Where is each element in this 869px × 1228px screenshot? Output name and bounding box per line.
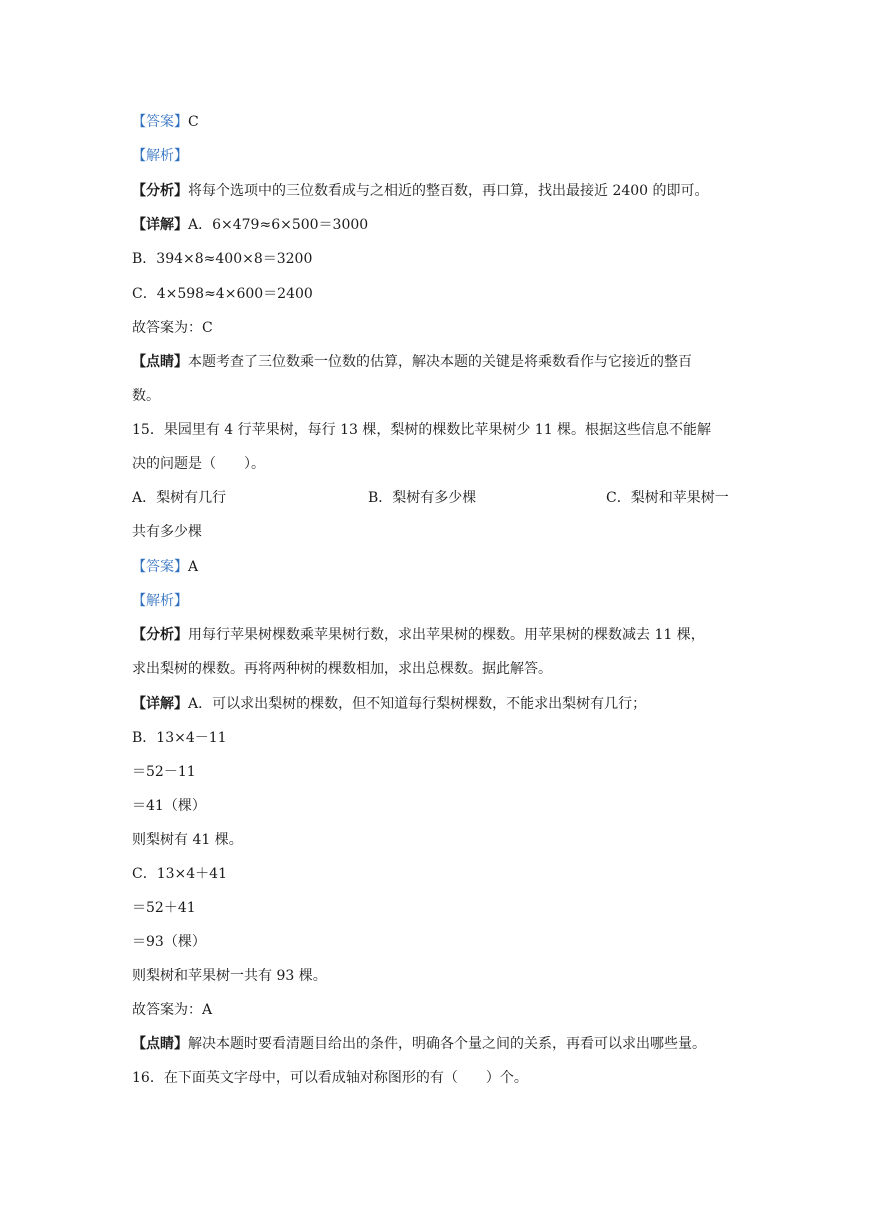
q15-option-c: C．梨树和苹果树一 <box>606 490 729 506</box>
q14-dianjing-line-1 <box>132 353 692 371</box>
q15-option-c-continued: 共有多少棵 <box>132 524 202 540</box>
q15-detail-c-2: ＝52＋41 <box>132 900 196 916</box>
q14-conclusion-line: 故答案为：C <box>132 320 213 336</box>
q14-detail-b-line: B．394×8≈400×8＝3200 <box>132 251 313 267</box>
dianjing-tag: 【点睛】 <box>132 1036 188 1052</box>
q15-dianjing-line <box>132 1035 706 1053</box>
dianjing-text-1: 本题考查了三位数乘一位数的估算，解决本题的关键是将乘数看作与它接近的整百 <box>188 354 692 370</box>
q15-stem-line-2: 决的问题是（ ）。 <box>132 456 265 472</box>
answer-tag: 【答案】 <box>132 559 188 575</box>
analysis-tag: 【解析】 <box>132 593 188 609</box>
answer-value: C <box>188 114 199 130</box>
fenxi-text: 将每个选项中的三位数看成与之相近的整百数，再口算，找出最接近 2400 的即可。 <box>188 183 709 199</box>
q15-answer-line <box>132 558 198 576</box>
q14-detail-a-line <box>132 216 368 234</box>
answer-value: A <box>188 559 199 575</box>
fenxi-text-1: 用每行苹果树棵数乘苹果树行数，求出苹果树的棵数。用苹果树的棵数减去 11 棵， <box>188 627 705 643</box>
analysis-tag: 【解析】 <box>132 148 188 164</box>
fenxi-tag: 【分析】 <box>132 627 188 643</box>
q15-analysis-line <box>132 592 188 610</box>
q15-detail-b-2: ＝52－11 <box>132 764 196 780</box>
xiangjie-tag: 【详解】 <box>132 217 188 233</box>
q15-detail-c-4: 则梨树和苹果树一共有 93 棵。 <box>132 968 327 984</box>
q15-detail-b-3: ＝41（棵） <box>132 798 206 814</box>
detail-a: A．6×479≈6×500＝3000 <box>188 217 369 233</box>
q15-fenxi-line-1 <box>132 626 705 644</box>
dianjing-tag: 【点睛】 <box>132 354 188 370</box>
q14-answer-line <box>132 113 199 131</box>
q14-detail-c-line: C．4×598≈4×600＝2400 <box>132 286 313 302</box>
fenxi-tag: 【分析】 <box>132 183 188 199</box>
q16-stem-line: 16．在下面英文字母中，可以看成轴对称图形的有（ ）个。 <box>132 1070 528 1086</box>
q14-dianjing-line-2: 数。 <box>132 388 160 404</box>
q15-detail-b-1: B．13×4－11 <box>132 730 227 746</box>
q14-analysis-line <box>132 147 188 165</box>
q15-conclusion-line: 故答案为：A <box>132 1002 213 1018</box>
q15-detail-a-line <box>132 695 646 713</box>
q15-stem-line-1: 15．果园里有 4 行苹果树，每行 13 棵，梨树的棵数比苹果树少 11 棵。根据这些信息不能解 <box>132 422 712 438</box>
q15-option-a: A．梨树有几行 <box>132 490 227 506</box>
q15-fenxi-line-2: 求出梨树的棵数。再将两种树的棵数相加，求出总棵数。据此解答。 <box>132 661 552 677</box>
answer-tag: 【答案】 <box>132 114 188 130</box>
q14-fenxi-line <box>132 182 709 200</box>
q15-detail-b-4: 则梨树有 41 棵。 <box>132 832 243 848</box>
q15-detail-c-3: ＝93（棵） <box>132 934 206 950</box>
q15-detail-c-1: C．13×4＋41 <box>132 866 227 882</box>
detail-a: A．可以求出梨树的棵数，但不知道每行梨树棵数，不能求出梨树有几行； <box>188 696 647 712</box>
xiangjie-tag: 【详解】 <box>132 696 188 712</box>
dianjing-text: 解决本题时要看清题目给出的条件，明确各个量之间的关系，再看可以求出哪些量。 <box>188 1036 706 1052</box>
q15-option-b: B．梨树有多少棵 <box>368 490 477 506</box>
